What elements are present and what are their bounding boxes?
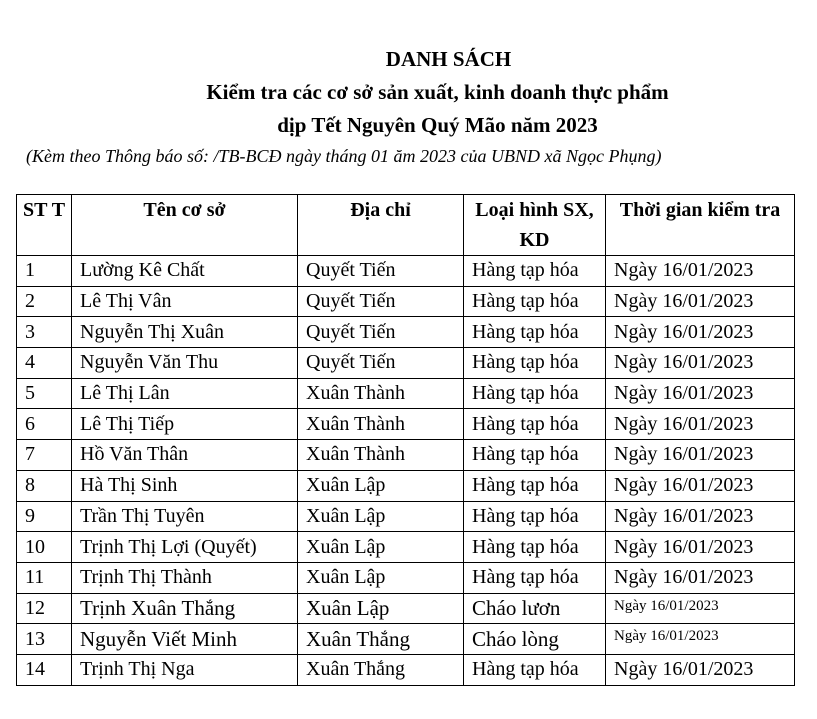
cell-address: Xuân Thắng xyxy=(298,654,464,685)
cell-address: Xuân Lập xyxy=(298,532,464,563)
cell-date: Ngày 16/01/2023 xyxy=(606,286,795,317)
cell-address: Quyết Tiến xyxy=(298,317,464,348)
document-title: DANH SÁCH xyxy=(385,47,512,71)
cell-type: Hàng tạp hóa xyxy=(464,378,606,409)
cell-stt: 5 xyxy=(17,378,72,409)
cell-stt: 10 xyxy=(17,532,72,563)
column-header-address: Địa chỉ xyxy=(298,195,464,256)
cell-date: Ngày 16/01/2023 xyxy=(606,501,795,532)
cell-name: Trịnh Thị Thành xyxy=(72,562,298,593)
cell-date: Ngày 16/01/2023 xyxy=(606,624,795,655)
table-header-row xyxy=(17,195,795,256)
cell-address: Quyết Tiến xyxy=(298,256,464,287)
inspection-table xyxy=(16,194,795,686)
cell-stt: 14 xyxy=(17,654,72,685)
cell-type: Cháo lươn xyxy=(464,593,606,624)
cell-name: Lê Thị Tiếp xyxy=(72,409,298,440)
cell-type: Hàng tạp hóa xyxy=(464,562,606,593)
cell-name: Nguyễn Văn Thu xyxy=(72,348,298,379)
cell-type: Hàng tạp hóa xyxy=(464,256,606,287)
cell-date: Ngày 16/01/2023 xyxy=(606,593,795,624)
cell-name: Trịnh Thị Lợi (Quyết) xyxy=(72,532,298,563)
cell-stt: 2 xyxy=(17,286,72,317)
cell-name: Lê Thị Vân xyxy=(72,286,298,317)
column-header-stt-label: ST T xyxy=(22,199,66,221)
cell-stt: 6 xyxy=(17,409,72,440)
cell-type: Hàng tạp hóa xyxy=(464,501,606,532)
cell-date: Ngày 16/01/2023 xyxy=(606,409,795,440)
cell-name: Trịnh Thị Nga xyxy=(72,654,298,685)
cell-name: Nguyễn Viết Minh xyxy=(72,624,298,655)
cell-stt: 11 xyxy=(17,562,72,593)
table-row xyxy=(17,562,795,593)
cell-stt: 12 xyxy=(17,593,72,624)
cell-stt: 13 xyxy=(17,624,72,655)
table-row xyxy=(17,470,795,501)
document-reference-note: (Kèm theo Thông báo số: /TB-BCĐ ngày tháng 01 ăm 2023 của UBND xã Ngọc Phụng) xyxy=(26,146,662,166)
cell-type: Hàng tạp hóa xyxy=(464,317,606,348)
cell-date: Ngày 16/01/2023 xyxy=(606,256,795,287)
cell-type: Cháo lòng xyxy=(464,624,606,655)
cell-address: Xuân Lập xyxy=(298,593,464,624)
cell-name: Lường Kê Chất xyxy=(72,256,298,287)
cell-stt: 8 xyxy=(17,470,72,501)
cell-date: Ngày 16/01/2023 xyxy=(606,378,795,409)
cell-address: Xuân Lập xyxy=(298,562,464,593)
cell-address: Xuân Thắng xyxy=(298,624,464,655)
table-row xyxy=(17,286,795,317)
cell-address: Quyết Tiến xyxy=(298,286,464,317)
table-row xyxy=(17,378,795,409)
cell-stt: 9 xyxy=(17,501,72,532)
cell-date: Ngày 16/01/2023 xyxy=(606,532,795,563)
cell-date: Ngày 16/01/2023 xyxy=(606,654,795,685)
table-row xyxy=(17,532,795,563)
table-row xyxy=(17,440,795,471)
cell-date: Ngày 16/01/2023 xyxy=(606,317,795,348)
cell-name: Hồ Văn Thân xyxy=(72,440,298,471)
cell-stt: 4 xyxy=(17,348,72,379)
cell-date: Ngày 16/01/2023 xyxy=(606,348,795,379)
column-header-type: Loại hình SX, KD xyxy=(464,195,606,256)
cell-type: Hàng tạp hóa xyxy=(464,286,606,317)
column-header-time: Thời gian kiểm tra xyxy=(606,195,795,256)
table-row xyxy=(17,501,795,532)
cell-type: Hàng tạp hóa xyxy=(464,409,606,440)
table-body xyxy=(17,256,795,686)
cell-address: Xuân Thành xyxy=(298,440,464,471)
cell-stt: 3 xyxy=(17,317,72,348)
cell-date: Ngày 16/01/2023 xyxy=(606,470,795,501)
document-subtitle-line-2: dịp Tết Nguyên Quý Mão năm 2023 xyxy=(277,113,598,137)
cell-address: Xuân Lập xyxy=(298,501,464,532)
cell-date: Ngày 16/01/2023 xyxy=(606,440,795,471)
cell-name: Nguyễn Thị Xuân xyxy=(72,317,298,348)
cell-type: Hàng tạp hóa xyxy=(464,470,606,501)
cell-address: Xuân Thành xyxy=(298,378,464,409)
column-header-name: Tên cơ sở xyxy=(72,195,298,256)
cell-type: Hàng tạp hóa xyxy=(464,348,606,379)
cell-name: Trần Thị Tuyên xyxy=(72,501,298,532)
table-row xyxy=(17,348,795,379)
table-row xyxy=(17,409,795,440)
cell-name: Hà Thị Sinh xyxy=(72,470,298,501)
table-row xyxy=(17,317,795,348)
cell-type: Hàng tạp hóa xyxy=(464,440,606,471)
cell-name: Lê Thị Lân xyxy=(72,378,298,409)
cell-type: Hàng tạp hóa xyxy=(464,532,606,563)
cell-type: Hàng tạp hóa xyxy=(464,654,606,685)
cell-stt: 7 xyxy=(17,440,72,471)
table-row xyxy=(17,624,795,655)
document-subtitle-line-1: Kiểm tra các cơ sở sản xuất, kinh doanh thực phẩm xyxy=(206,80,669,104)
table-row xyxy=(17,256,795,287)
cell-name: Trịnh Xuân Thắng xyxy=(72,593,298,624)
cell-address: Quyết Tiến xyxy=(298,348,464,379)
cell-date: Ngày 16/01/2023 xyxy=(606,562,795,593)
column-header-stt xyxy=(17,195,72,256)
cell-address: Xuân Lập xyxy=(298,470,464,501)
table-row xyxy=(17,593,795,624)
cell-address: Xuân Thành xyxy=(298,409,464,440)
table-row xyxy=(17,654,795,685)
cell-stt: 1 xyxy=(17,256,72,287)
